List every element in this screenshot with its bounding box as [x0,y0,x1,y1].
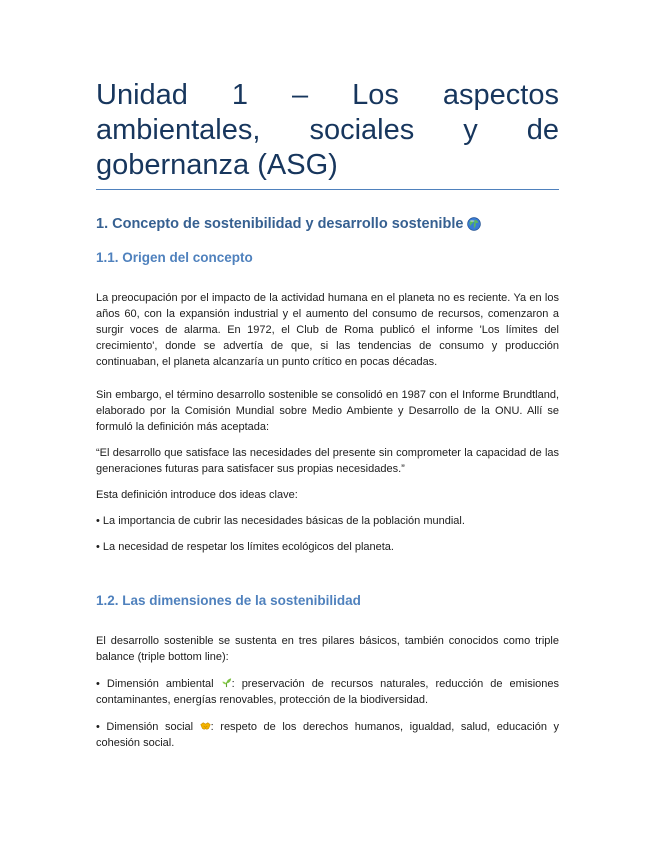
section-1-2-heading: 1.2. Las dimensiones de la sostenibilidad [96,593,361,608]
bullet-basic-needs: • La importancia de cubrir las necesidades básicas de la población mundial. [96,515,465,527]
title-word: Los [352,79,399,111]
paragraph-pillars: El desarrollo sostenible se sustenta en tres pilares básicos, también conocidos como triple balance (triple bottom line): [96,635,559,663]
bullet-environmental-label: • Dimensión ambiental [96,678,214,690]
title-line-3: gobernanza (ASG) [96,149,338,181]
title-line-1 [96,78,559,113]
title-word: Unidad [96,79,188,111]
bullet-social-text: : respeto de los derechos humanos, igualdad, salud, educación y cohesión social. [96,721,559,749]
bullet-environmental [96,676,559,708]
document-page [96,78,559,751]
bullet-ecological-limits: • La necesidad de respetar los límites ecológicos del planeta. [96,541,394,553]
title-word: ambientales, [96,114,261,146]
definition-quote: “El desarrollo que satisface las necesidades del presente sin comprometer la capacidad de las generaciones futuras para satisfacer sus propias necesidades.” [96,447,559,475]
title-word: sociales [309,114,415,146]
bullet-social [96,719,559,751]
title-word: y [463,114,478,146]
handshake-icon [200,720,211,731]
section-1-heading-text: 1. Concepto de sostenibilidad y desarrollo sostenible [96,216,464,232]
title-word: – [292,79,309,111]
paragraph-origin: La preocupación por el impacto de la actividad humana en el planeta no es reciente. Ya en los años 60, con la expansión industrial y el aumento del consumo de recursos, comenzaron a surgir voces de alarma. En 1972, el Club de Roma publicó el informe 'Los límites del crecimiento', donde se advertía de que, si las tendencias de consumo y producción continuaban, el planeta alcanzaría un punto crítico en pocas décadas. [96,292,559,368]
title-word: 1 [231,79,249,111]
paragraph-key-ideas: Esta definición introduce dos ideas clave: [96,489,298,501]
bullet-environmental-text: : preservación de recursos naturales, reducción de emisiones contaminantes, energías renovables, protección de la biodiversidad. [96,678,560,706]
document-title [96,78,559,183]
bullet-social-label: • Dimensión social [96,721,194,733]
section-1-1-heading: 1.1. Origen del concepto [96,250,253,265]
sprout-icon [221,677,232,688]
title-word: aspectos [442,79,559,111]
title-line-2 [96,113,559,148]
title-underline [96,189,559,190]
paragraph-brundtland: Sin embargo, el término desarrollo sostenible se consolidó en 1987 con el Informe Brundtland, elaborado por la Comisión Mundial sobre Medio Ambiente y Desarrollo de la ONU. Allí se formuló la definición más aceptada: [96,389,559,433]
title-word: de [526,114,559,146]
globe-icon [467,217,481,231]
section-1-heading [96,214,559,234]
